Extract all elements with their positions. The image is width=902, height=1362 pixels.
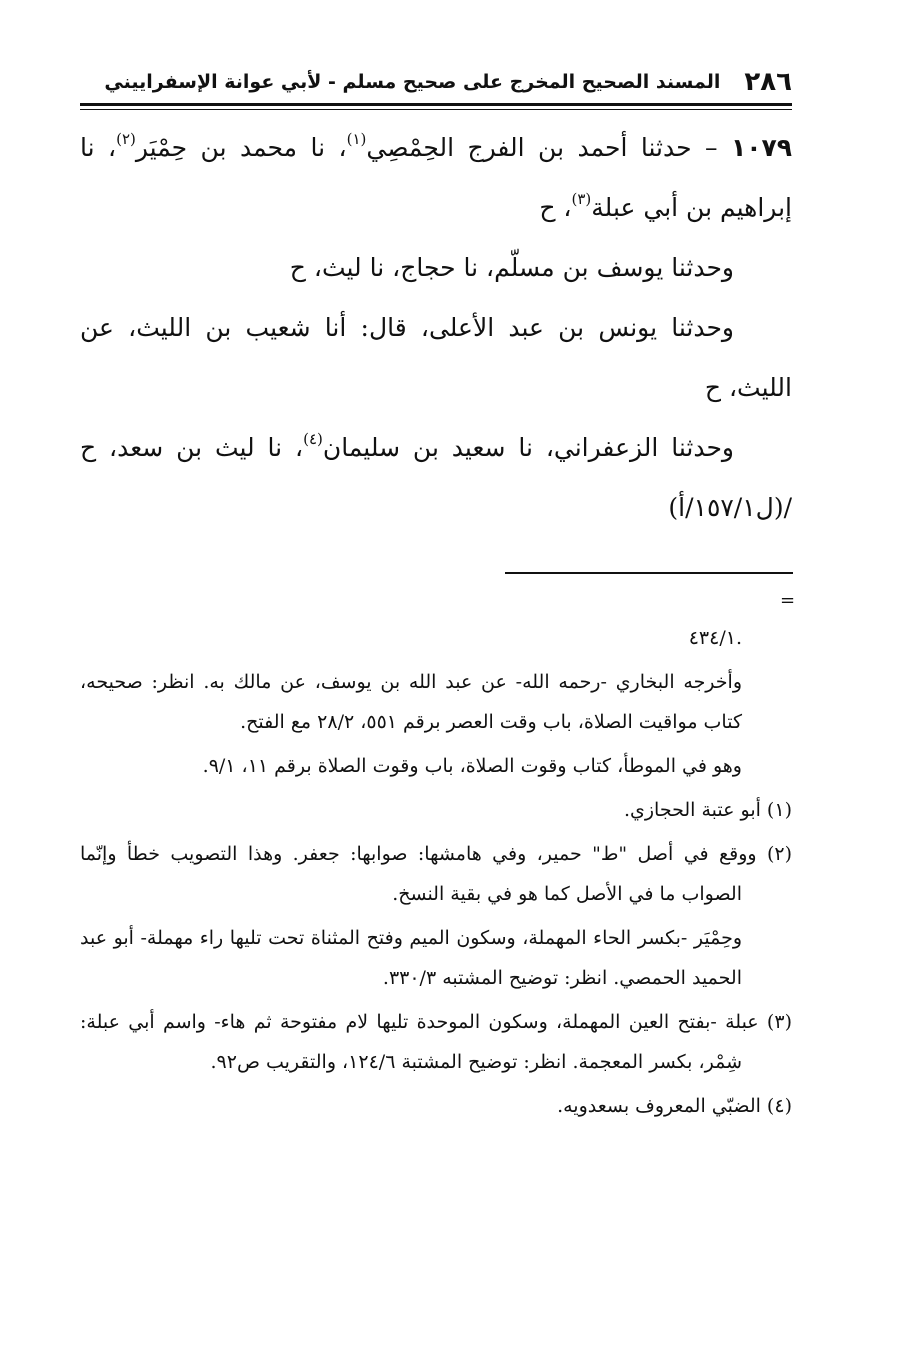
header-rule-thin [80,109,792,110]
footnote-ref-4: (٤) [303,430,323,448]
footnote-2: (٢) ووقع في أصل "ط" حمير، وفي هامشها: صوابها: جعفر. وهذا التصويب خطأ وإنّما الصواب ما في الأصل كما هو في بقية النسخ. [80,843,792,905]
footnote-1: (١) أبو عتبة الحجازي. [623,799,792,821]
footnote-continuation-1: .٤٣٤/١ [688,627,742,649]
p4-end: ، نا ليث بن سعد، ح /(ل١٥٧/١/أ) [80,433,792,522]
footnote-separator [505,572,793,574]
p4-text: وحدثنا الزعفراني، نا سعيد بن سليمان [322,433,734,462]
footnote-ref-3: (٣) [571,190,592,208]
p1-mid: ، نا محمد بن حِمْيَر [135,133,347,162]
running-title: المسند الصحيح المخرج على صحيح مسلم - لأبي عوانة الإسفراييني [104,71,721,93]
footnotes [80,618,792,1130]
p1-text: – حدثنا أحمد بن الفرج الحِمْصِي [366,133,731,162]
page-number: ٢٨٦ [744,67,792,97]
footnote-3: (٣) عبلة -بفتح العين المهملة، وسكون الموحدة تليها لام مفتوحة ثم هاء- واسم أبي عبلة: شِمْر، بكسر المعجمة. انظر: توضيح المشتبة ١٢٤/٦، والتقريب ص٩٢. [80,1011,792,1073]
hadith-paragraph-2: وحدثنا يوسف بن مسلّم، نا حجاج، نا ليث، ح [289,253,734,282]
hadith-number: ١٠٧٩ [730,133,792,162]
footnote-ref-1: (١) [346,130,367,148]
continuation-mark: = [780,590,796,611]
footnote-2-continued: وحِمْيَر -بكسر الحاء المهملة، وسكون الميم وفتح المثناة تحت تليها راء مهملة- أبو عبد الحميد الحمصي. انظر: توضيح المشتبه ٣٣٠/٣. [80,927,742,989]
footnote-continuation-3: وهو في الموطأ، كتاب وقوت الصلاة، باب وقوت الصلاة برقم ١١، ٩/١. [202,755,742,777]
header-rule-thick [80,103,792,106]
hadith-paragraph-1 [80,118,792,238]
p1-tail: ، ح [539,193,572,222]
hadith-paragraph-4 [80,418,792,538]
hadith-paragraph-3: وحدثنا يونس بن عبد الأعلى، قال: أنا شعيب بن الليث، عن الليث، ح [80,313,792,402]
footnote-continuation-2: وأخرجه البخاري -رحمه الله- عن عبد الله بن يوسف، عن مالك به. انظر: صحيحه، كتاب مواقيت الصلاة، باب وقت العصر برقم ٥٥١، ٢٨/٢ مع الفتح. [80,671,742,733]
footnote-4: (٤) الضبّي المعروف بسعدويه. [557,1095,792,1117]
page-header [104,62,792,102]
footnote-ref-2: (٢) [116,130,136,148]
main-text [80,118,792,538]
p1-end: ، نا إبراهيم بن أبي عبلة [80,133,792,222]
